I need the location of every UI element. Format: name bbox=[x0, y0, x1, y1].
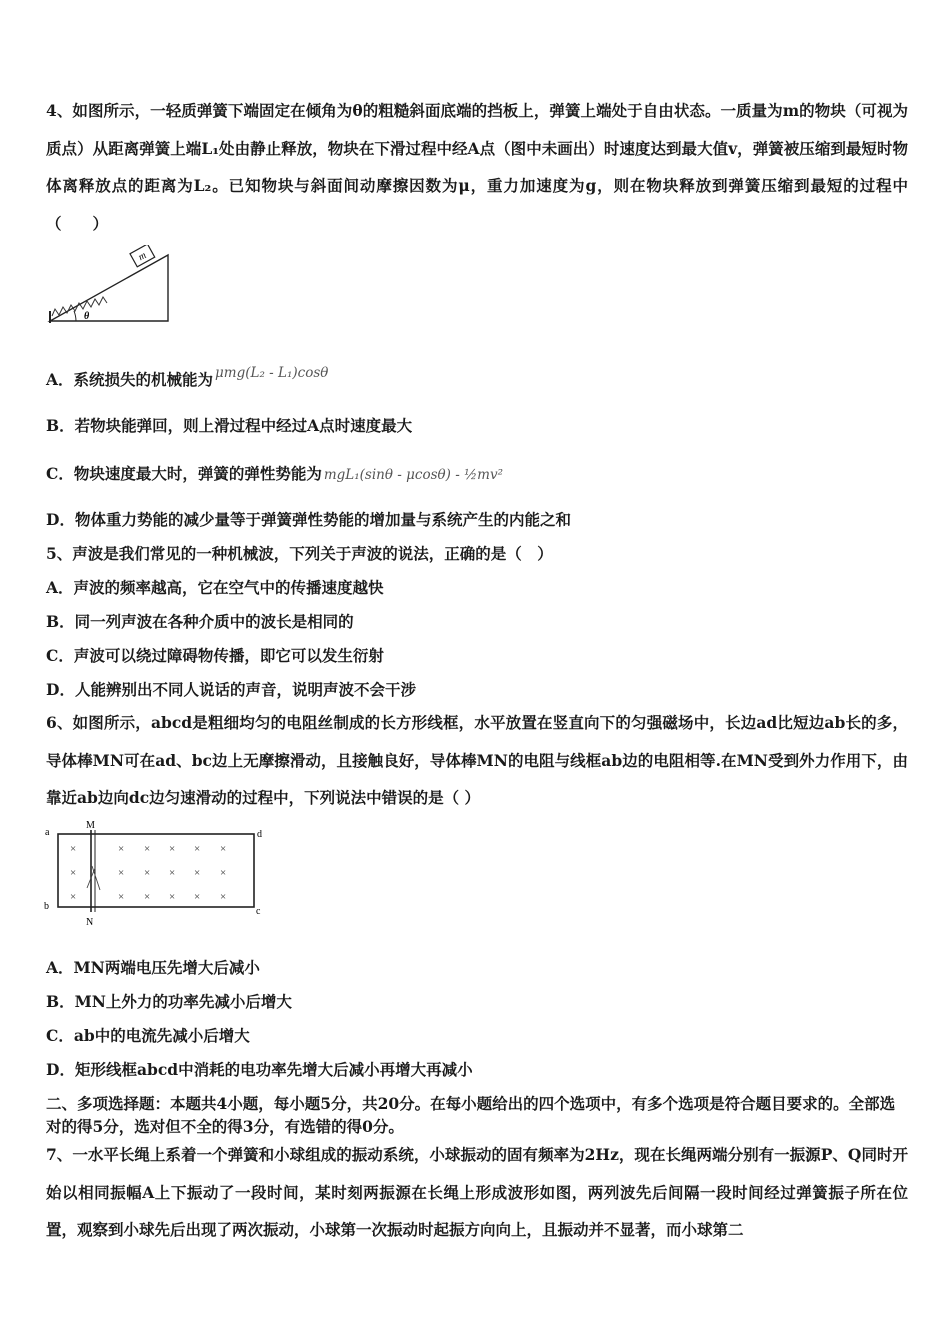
q4-option-c[interactable] bbox=[46, 462, 503, 484]
q6-stem: 6、如图所示，abcd是粗细均匀的电阻丝制成的长方形线框，水平放置在竖直向下的匀强磁场中，长边ad比短边ab长的多，导体棒MN可在ad、bc边上无摩擦滑动，且接触良好，导体棒MN的电阻与线框ab边的电阻相等.在MN受到外力作用下，由靠近ab边向dc边匀速滑动的过程中，下列说法中错误的是（ ） bbox=[46, 713, 908, 807]
q6-option-d[interactable]: D．矩形线框abcd中消耗的电功率先增大后减小再增大再减小 bbox=[46, 1060, 473, 1079]
corner-a: a bbox=[45, 827, 50, 838]
svg-text:×: × bbox=[70, 843, 77, 855]
q4-option-c-formula: mgL₁(sinθ - μcosθ) - ½mv² bbox=[323, 467, 503, 483]
frame-figure bbox=[42, 818, 270, 930]
svg-text:×: × bbox=[70, 867, 77, 879]
svg-text:×: × bbox=[169, 891, 176, 903]
q4-option-a[interactable] bbox=[46, 365, 329, 390]
rod-label-m: M bbox=[86, 820, 95, 831]
svg-text:×: × bbox=[118, 867, 125, 879]
svg-text:×: × bbox=[70, 891, 77, 903]
q4-option-a-formula: μmg(L₂ - L₁)cosθ bbox=[215, 365, 329, 381]
q4-option-b[interactable]: B．若物块能弹回，则上滑过程中经过A点时速度最大 bbox=[46, 416, 413, 435]
rod-label-n: N bbox=[86, 917, 94, 928]
svg-text:×: × bbox=[194, 867, 201, 879]
q6-option-b[interactable]: B．MN上外力的功率先减小后增大 bbox=[46, 992, 292, 1011]
svg-text:×: × bbox=[194, 891, 201, 903]
q4-option-a-text: A．系统损失的机械能为 bbox=[46, 370, 214, 389]
q4-stem: 4、如图所示，一轻质弹簧下端固定在倾角为θ的粗糙斜面底端的挡板上，弹簧上端处于自由状态。一质量为m的物块（可视为质点）从距离弹簧上端L₁处由静止释放，物块在下滑过程中经A点（图中未画出）时速度达到最大值v，弹簧被压缩到最短时物体离释放点的距离为L₂。已知物块与斜面间动摩擦因数为μ，重力加速度为g，则在物块释放到弹簧压缩到最短的过程中（ ） bbox=[46, 101, 908, 233]
svg-text:×: × bbox=[144, 891, 151, 903]
svg-text:×: × bbox=[144, 867, 151, 879]
svg-text:×: × bbox=[169, 867, 176, 879]
corner-b: b bbox=[44, 901, 49, 912]
block-label: m bbox=[136, 249, 149, 264]
angle-label: θ bbox=[84, 311, 90, 322]
q4-option-c-text: C．物块速度最大时，弹簧的弹性势能为 bbox=[46, 464, 322, 483]
section-2-header: 二、多项选择题：本题共4小题，每小题5分，共20分。在每小题给出的四个选项中，有多个选项是符合题目要求的。全部选对的得5分，选对但不全的得3分，有选错的得0分。 bbox=[46, 1094, 896, 1136]
svg-text:×: × bbox=[220, 843, 227, 855]
corner-c: c bbox=[256, 906, 261, 917]
svg-text:×: × bbox=[194, 843, 201, 855]
incline-figure bbox=[46, 245, 176, 327]
svg-text:×: × bbox=[144, 843, 151, 855]
svg-text:×: × bbox=[220, 891, 227, 903]
q5-option-d[interactable]: D．人能辨别出不同人说话的声音，说明声波不会干涉 bbox=[46, 680, 416, 699]
corner-d: d bbox=[257, 829, 262, 840]
q5-option-a[interactable]: A．声波的频率越高，它在空气中的传播速度越快 bbox=[46, 578, 384, 597]
q6-option-a[interactable]: A．MN两端电压先增大后减小 bbox=[46, 958, 260, 977]
svg-text:×: × bbox=[118, 891, 125, 903]
q4-option-d[interactable]: D．物体重力势能的减少量等于弹簧弹性势能的增加量与系统产生的内能之和 bbox=[46, 510, 571, 529]
q5-option-b[interactable]: B．同一列声波在各种介质中的波长是相同的 bbox=[46, 612, 354, 631]
svg-text:×: × bbox=[220, 867, 227, 879]
q5-stem: 5、声波是我们常见的一种机械波，下列关于声波的说法，正确的是（ ） bbox=[46, 544, 553, 563]
q5-option-c[interactable]: C．声波可以绕过障碍物传播，即它可以发生衍射 bbox=[46, 646, 384, 665]
svg-text:×: × bbox=[169, 843, 176, 855]
svg-text:×: × bbox=[118, 843, 125, 855]
q7-stem: 7、一水平长绳上系着一个弹簧和小球组成的振动系统，小球振动的固有频率为2Hz，现在长绳两端分别有一振源P、Q同时开始以相同振幅A上下振动了一段时间，某时刻两振源在长绳上形成波形如图，两列波先后间隔一段时间经过弹簧振子所在位置，观察到小球先后出现了两次振动，小球第一次振动时起振方向向上，且振动并不显著，而小球第二 bbox=[46, 1145, 908, 1239]
q6-option-c[interactable]: C．ab中的电流先减小后增大 bbox=[46, 1026, 250, 1045]
